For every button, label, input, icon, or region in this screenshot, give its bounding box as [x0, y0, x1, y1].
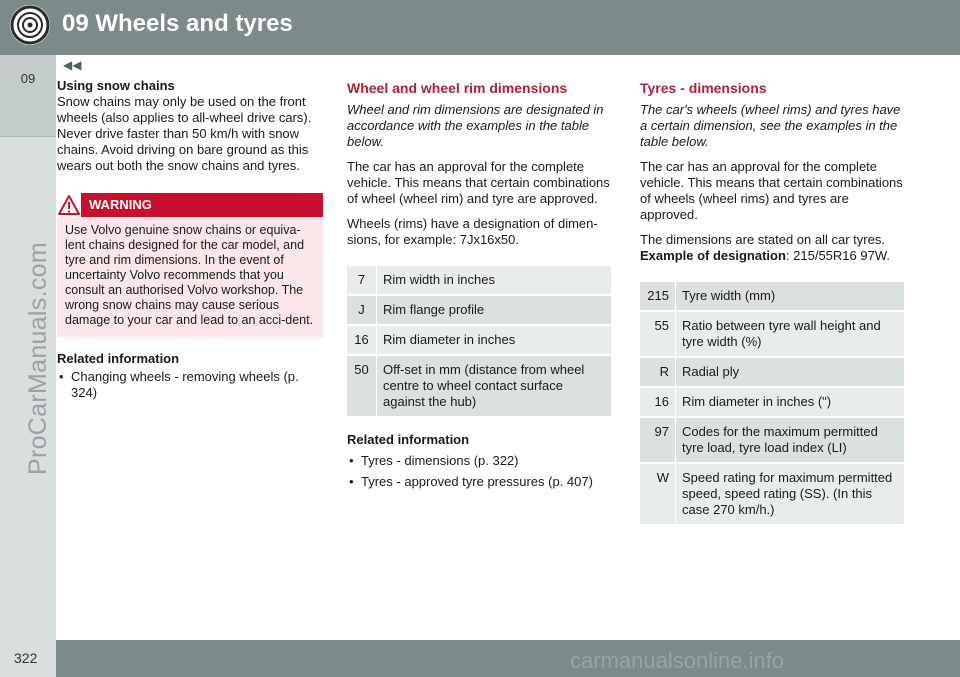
related-link[interactable]: • Tyres - approved tyre pressures (p. 407): [347, 474, 615, 490]
table-row: [640, 358, 904, 386]
table-value: Tyre width (mm): [676, 282, 904, 310]
tyre-dimension-table: [640, 280, 904, 526]
related-link[interactable]: • Changing wheels - removing wheels (p. 324): [57, 369, 323, 401]
table-key: 97: [640, 418, 676, 462]
table-value: Rim width in inches: [377, 266, 611, 294]
table-value: Speed rating for maximum permitted speed, speed rating (SS). (In this case 270 km/h.): [676, 464, 904, 524]
table-key: 50: [347, 356, 377, 416]
table-value: Rim flange profile: [377, 296, 611, 324]
table-key: J: [347, 296, 377, 324]
table-key: 215: [640, 282, 676, 310]
table-value: Off-set in mm (distance from wheel centre to wheel contact surface against the hub): [377, 356, 611, 416]
related-link[interactable]: • Tyres - dimensions (p. 322): [347, 453, 615, 469]
intro-paragraph: The car's wheels (wheel rims) and tyres have a certain dimension, see the examples in the table below.: [640, 102, 901, 149]
warning-triangle-icon: [57, 193, 81, 217]
chapter-tab-number: 09: [20, 71, 36, 86]
wheel-icon: [10, 5, 50, 45]
related-heading: Related information: [347, 432, 470, 447]
column-rim-dimensions: [347, 78, 615, 490]
table-row: [640, 312, 904, 356]
continuation-arrows-icon: ◀◀: [63, 58, 82, 72]
table-value: Rim diameter in inches ("): [676, 388, 904, 416]
table-value: Radial ply: [676, 358, 904, 386]
body-paragraph: [640, 232, 908, 264]
table-row: [347, 296, 611, 324]
rim-dimension-table: [347, 264, 611, 418]
body-paragraph: Wheels (rims) have a designation of dimen-sions, for example: 7Jx16x50.: [347, 216, 598, 247]
section-heading: Wheel and wheel rim dimensions: [347, 80, 568, 96]
table-row: [640, 282, 904, 310]
page-number-box: [0, 640, 56, 677]
example-value: : 215/55R16 97W.: [785, 248, 890, 263]
table-key: 16: [347, 326, 377, 354]
intro-paragraph: Wheel and rim dimensions are designated in accordance with the examples in the table below.: [347, 102, 604, 149]
table-key: 7: [347, 266, 377, 294]
table-row: [347, 266, 611, 294]
page-title: 09 Wheels and tyres: [62, 10, 293, 37]
designation-sentence: The dimensions are stated on all car tyres.: [640, 232, 885, 247]
section-heading: Using snow chains: [57, 78, 175, 93]
related-list: [57, 369, 323, 401]
related-heading: Related information: [57, 351, 180, 366]
body-paragraph: The car has an approval for the complete vehicle. This means that certain combinations of wheels (wheel rims) and tyres are approved.: [640, 159, 903, 222]
chapter-tab[interactable]: [0, 55, 56, 137]
table-key: W: [640, 464, 676, 524]
column-snow-chains: [57, 78, 323, 401]
page-footer: [0, 640, 960, 677]
column-tyre-dimensions: [640, 78, 908, 526]
body-paragraph: Snow chains may only be used on the front wheels (also applies to all-wheel drive cars). Never drive faster than 50 km/h with snow chains. Avoid driving on bare ground as this wears out both the snow chains and tyres.: [57, 94, 312, 173]
table-value: Ratio between tyre wall height and tyre width (%): [676, 312, 904, 356]
warning-body: Use Volvo genuine snow chains or equiva-lent chains designed for the car model, and tyre and rim dimensions. In the event of uncertainty Volvo recommends that you consult an authorised Volvo workshop. The wrong snow chains may cause serious damage to your car and lead to an acci-dent.: [57, 217, 323, 337]
page-number: 322: [14, 650, 38, 666]
table-row: [347, 326, 611, 354]
table-row: [347, 356, 611, 416]
table-row: [640, 388, 904, 416]
footer-watermark: carmanualsonline.info: [570, 648, 785, 673]
side-watermark: ProCarManuals.com: [24, 242, 52, 475]
warning-title: WARNING: [89, 197, 152, 212]
table-row: [640, 464, 904, 524]
table-row: [640, 418, 904, 462]
related-list: [347, 453, 615, 490]
example-label: Example of designation: [640, 248, 786, 263]
table-key: 55: [640, 312, 676, 356]
table-key: R: [640, 358, 676, 386]
section-heading: Tyres - dimensions: [640, 80, 767, 96]
table-value: Rim diameter in inches: [377, 326, 611, 354]
body-paragraph: The car has an approval for the complete vehicle. This means that certain combinations of wheel (wheel rim) and tyre are approved.: [347, 159, 610, 206]
warning-header: [57, 193, 323, 217]
table-key: 16: [640, 388, 676, 416]
page-header: [0, 0, 960, 55]
table-value: Codes for the maximum permitted tyre load, tyre load index (LI): [676, 418, 904, 462]
